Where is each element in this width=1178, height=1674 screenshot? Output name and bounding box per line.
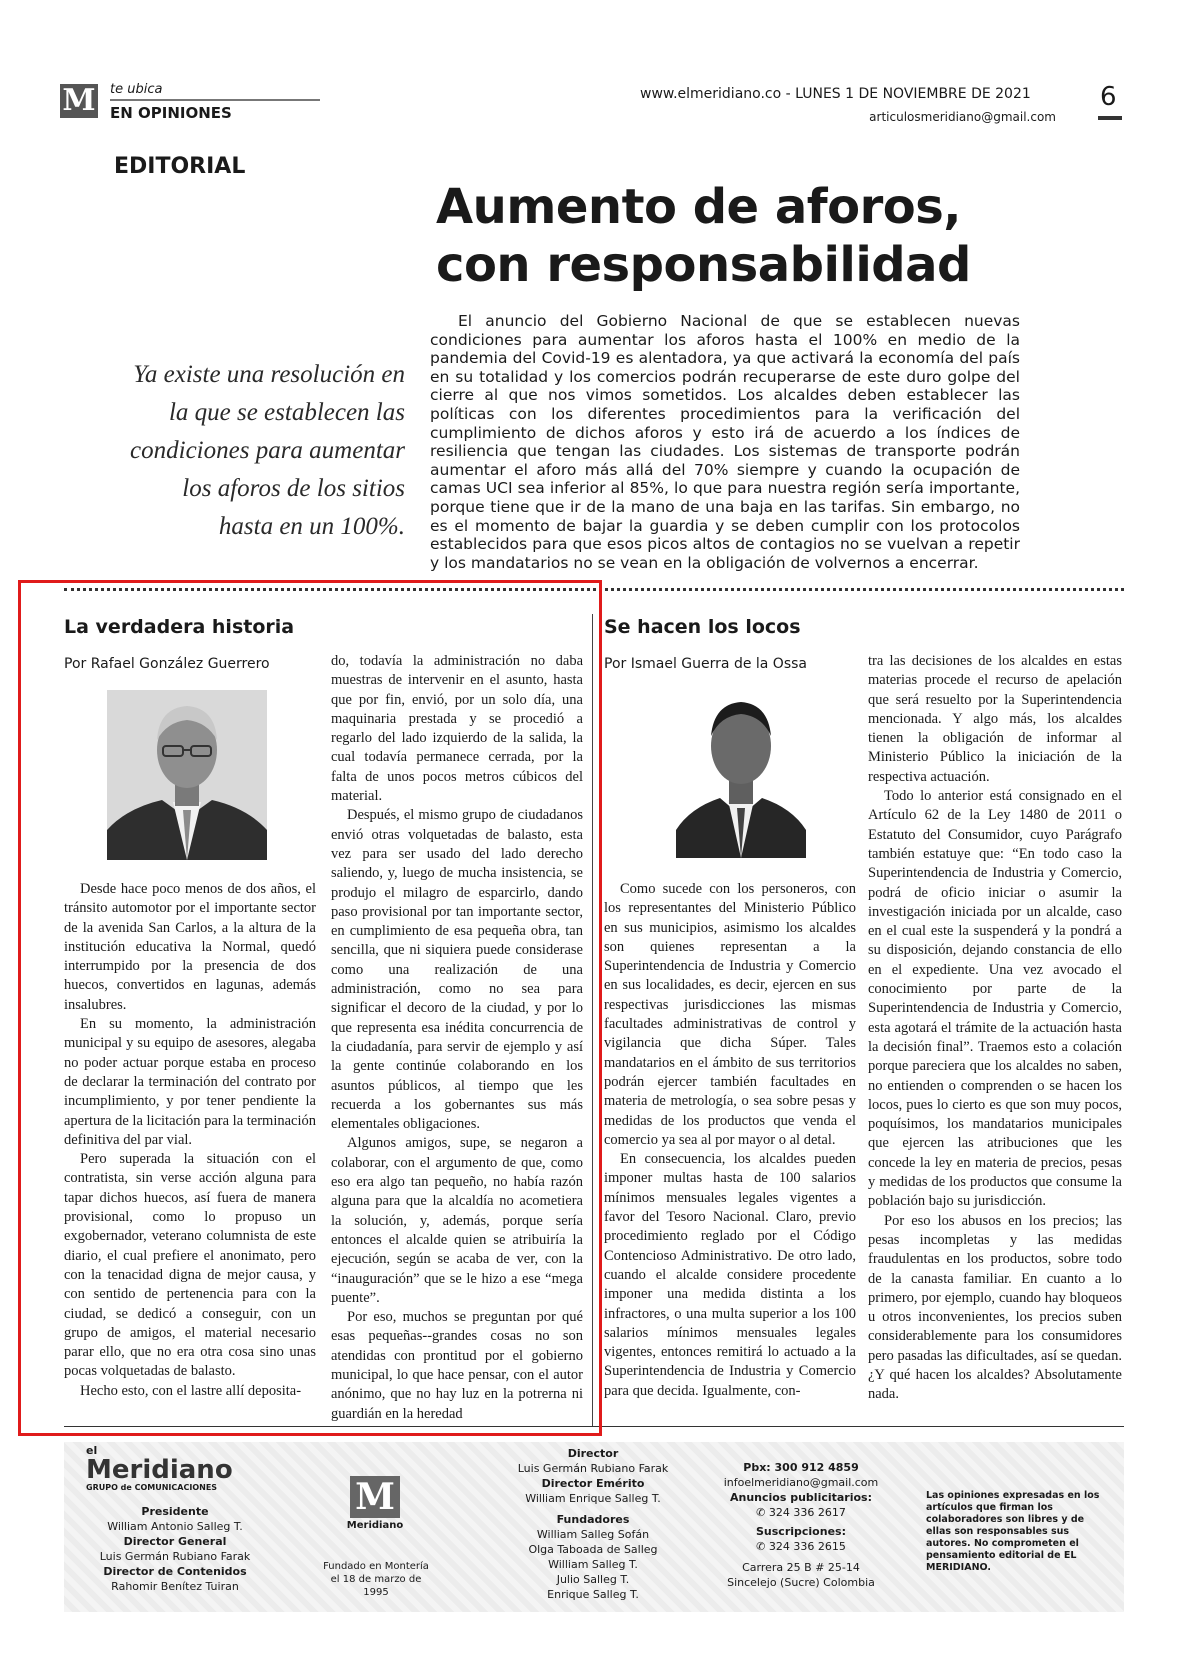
director-emerito-name: William Enrique Salleg T.: [525, 1492, 661, 1505]
article-column-2: [868, 652, 1122, 1405]
website-and-date: www.elmeridiano.co - LUNES 1 DE NOVIEMBRE DE 2021: [640, 86, 1031, 102]
anuncios-line: [716, 1505, 886, 1520]
brand-prefix: el: [86, 1444, 98, 1457]
fundador: William Salleg Sofán: [536, 1528, 650, 1541]
director-contenidos-label: Director de Contenidos: [103, 1565, 247, 1578]
article-paragraph: Pero superada la situación con el contratista, sin verse acción alguna para tapar dichos huecos, así fuera de manera provisional, como lo propuso un exgobernador, veterano columnista de este diario, el cual prefiere el anonimato, pero con la tenacidad digna de mejor causa, y con sentido de pertenencia para con la ciudad, se dedicó a conseguir, con un grupo de amigos, el material necesario parar ello, que no era otra cosa sino unas pocas volquetadas de balasto.: [64, 1151, 316, 1380]
meridiano-logo: M: [60, 84, 98, 118]
article-paragraph: Hecho esto, con el lastre allí deposita-: [80, 1382, 302, 1399]
article-title: Se hacen los locos: [604, 616, 801, 638]
article-paragraph: Como sucede con los personeros, con los representantes del Ministerio Público en sus municipios, asimismo los alcaldes son quienes representan a la Superintendencia de Industria y Comercio en sus localidades, es decir, ejercen en sus respectivas jurisdicciones las mismas facultades administrativas de control y vigilancia que dicha Súper. Tales mandatarios en el ámbito de sus territorios podrán ejercer también facultades en materia de metrología, o sea sobre pesas y medidas de los productos que venda el comercio ya sea al por mayor o al detal.: [604, 881, 856, 1148]
fundador: Olga Taboada de Salleg: [528, 1543, 658, 1556]
editorial-label: EDITORIAL: [114, 154, 246, 179]
page-number-rule: [1098, 116, 1122, 120]
editorial-body: [430, 312, 1020, 572]
anuncios-label: Anuncios publicitarios:: [729, 1491, 873, 1504]
info-email: infoelmeridiano@gmail.com: [723, 1476, 879, 1489]
header-rule: [110, 99, 320, 101]
editorial-paragraph: El anuncio del Gobierno Nacional de que se establecen nuevas condiciones para aumentar los aforos hasta el 100% en medio de la pandemia del Covid-19 es alentadora, ya que activará la economía del país en su totalidad y los comercios podrán recuperarse de este duro golpe del cierre al que nos vimos sometidos. Los alcaldes deben establecer las políticas con los diferentes procedimientos para la verificación del cumplimiento de dichos aforos y esto irá de acuerdo a los índices de resiliencia que tengan las ciudades. Los sistemas de transporte podrán aumentar el aforo más allá del 70% siempre y cuando la ocupación de camas UCI sea inferior al 85%, lo que para nuestra región sería importante, porque tiene que ir de la mano de una baja en las tarifas. Sin embargo, no es el momento de bajar la guardia y se deben cumplir con los protocolos establecidos para que esos picos altos de contagios no se vuelvan a repetir y los mandatarios no se vean en la obligación de volvernos a encerrar.: [430, 312, 1020, 572]
presidente-label: Presidente: [141, 1505, 209, 1518]
article-paragraph: Por eso los abusos en los precios; las pesas incompletas y las medidas fraudulentas en los productos, sobre todo de la canasta familiar. En cuanto a lo primero, por ejemplo, cuando hay bloqueos u otros inconvenientes, los precios suben considerablemente para los consumidores pero pasadas las dificultades, así se quedan. ¿Y qué hacen los alcaldes? Absolutamente nada.: [868, 1212, 1122, 1403]
article-paragraph: Por eso, muchos se preguntan por qué esas pequeñas--grandes cosas no son atendidas con prontitud por el gobierno municipal, lo que hace pensar, con el autor anónimo, que no hay luz en la potrerna ni guardián en la heredad: [331, 1309, 583, 1422]
editorial-headline: [436, 178, 1056, 294]
emblem-name: Meridiano: [346, 1520, 404, 1531]
director-label: Director: [567, 1447, 619, 1460]
tagline: te ubica: [110, 82, 163, 97]
suscripciones-line: [716, 1539, 886, 1554]
phone-icon: ✆: [756, 1506, 769, 1519]
director-name: Luis Germán Rubiano Farak: [517, 1462, 669, 1475]
address-line-2: Sincelejo (Sucre) Colombia: [727, 1576, 875, 1589]
suscripciones-phone: 324 336 2615: [768, 1540, 846, 1553]
anuncios-phone: 324 336 2617: [768, 1506, 846, 1519]
footer-contact: [716, 1460, 886, 1590]
highlight-box: [18, 580, 602, 1436]
director-emerito-label: Director Emérito: [541, 1477, 645, 1490]
headline-line-2: con responsabilidad: [436, 237, 971, 293]
presidente-name: William Antonio Salleg T.: [107, 1520, 243, 1533]
fundador: Julio Salleg T.: [556, 1573, 630, 1586]
phone-icon: ✆: [756, 1540, 769, 1553]
article-byline: Por Ismael Guerra de la Ossa: [604, 656, 807, 672]
address-line-1: Carrera 25 B # 25-14: [742, 1561, 860, 1574]
contact-email: articulosmeridiano@gmail.com: [869, 110, 1056, 124]
director-general-name: Luis Germán Rubiano Farak: [99, 1550, 251, 1563]
section-name: EN OPINIONES: [110, 104, 232, 122]
article-title: La verdadera historia: [64, 616, 295, 638]
article-column-1: [604, 880, 856, 1401]
article-byline: Por Rafael González Guerrero: [64, 656, 270, 672]
footer-directory: [80, 1504, 270, 1594]
pbx: Pbx: 300 912 4859: [743, 1461, 859, 1474]
article-paragraph: do, todavía la administración no daba muestras de intervenir en el asunto, hasta que por fin, envió, por un solo día, una maquinaria prestada y se procedió a regarlo del lado izquierdo de la salida, la cual todavía permanece cerrada, por la falta de unos pocos metros cúbicos del material.: [331, 653, 583, 805]
suscripciones-label: Suscripciones:: [756, 1525, 846, 1538]
meridiano-emblem: M: [350, 1476, 400, 1518]
article-paragraph: En su momento, la administración municipal y su equipo de asesores, alegaba no poder actuar porque estaba en proceso de declarar la terminación del contrato por incumplimiento, y por tener pendiente la apertura de la licitación para la terminación definitiva del par vial.: [64, 1016, 317, 1148]
disclaimer: Las opiniones expresadas en los artículos que firman los colaboradores son libres y de ellas son responsables sus autores. No comprometen el pensamiento editorial de EL MERIDIANO.: [926, 1490, 1100, 1573]
pull-quote: Ya existe una resolución en la que se establecen las condiciones para aumentar los aforos de los sitios hasta en un 100%.: [130, 361, 405, 540]
footer-staff: [508, 1446, 678, 1602]
portrait-image: [676, 690, 806, 858]
director-contenidos-name: Rahomir Benítez Tuiran: [111, 1580, 239, 1593]
article-paragraph: En consecuencia, los alcaldes pueden imponer multas hasta de 100 salarios mínimos mensuales legales vigentes a favor del Tesoro Nacional. Claro, previo procedimiento reglado por el Código Contencioso Administrativo. De otro lado, cuando el alcalde considere procedente imponer una medida distinta a los infractores, o una multa superior a los 100 salarios mínimos mensuales legales vigentes, entonces remitirá lo actuado a la Superintendencia de Industria y Comercio para que decida. Igualmente, con-: [604, 1151, 856, 1399]
headline-line-1: Aumento de aforos,: [436, 179, 962, 235]
article-paragraph: Algunos amigos, supe, se negaron a colaborar, con el argumento de que, como eso era algo tan pequeño, no había razón alguna para que la alcaldía no acometiera la solución, y, además, porque sería entonces el alcalde quien se atribuiría la ejecución, según se acaba de ver, con la “inauguración” que se le hizo a ese “mega puente”.: [331, 1135, 583, 1306]
article-paragraph: tra las decisiones de los alcaldes en estas materias procede el recurso de apelación que será resuelto por la Superintendencia mencionada. Y algo más, los alcaldes tienen la obligación de informar al Ministerio Público la iniciación de la respectiva actuación.: [868, 653, 1122, 785]
fundador: Enrique Salleg T.: [547, 1588, 639, 1601]
brand-subtitle: GRUPO de COMUNICACIONES: [86, 1483, 218, 1492]
footer-brand: [86, 1444, 246, 1492]
fundadores-label: Fundadores: [556, 1513, 630, 1526]
fundador: William Salleg T.: [548, 1558, 638, 1571]
article-paragraph: Desde hace poco menos de dos años, el tránsito automotor por el importante sector de la avenida San Carlos, a la altura de la institución educativa la Normal, quedó interrumpido por la presencia de dos huecos, convertidos en lagunas, además insalubres.: [64, 881, 316, 1013]
article-paragraph: Después, el mismo grupo de ciudadanos envió otras volquetadas de balasto, esta vez para ser usado del lado derecho saliendo, y, luego de mucha insistencia, se produjo el milagro de esparcirlo, dando paso provisional por tan importante sector, en cumplimiento de esa pequeña obra, tan sencilla, que ni siquiera puede considerase como una realización de una administración, como no sea para significar el decoro de la ciudad, y por lo que representa esa inédita concurrencia de la ciudadanía, para servir de ejemplo y así la gente continúe colaborando en los asuntos públicos, al tiempo que les recuerda a los gobernantes sus más elementales obligaciones.: [331, 807, 583, 1133]
founded-note: Fundado en Montería el 18 de marzo de 1995: [323, 1561, 429, 1598]
author-photo: [676, 690, 806, 858]
director-general-label: Director General: [123, 1535, 227, 1548]
brand-name: Meridiano: [86, 1455, 233, 1485]
masthead-footer: [64, 1442, 1124, 1612]
page-number: 6: [1100, 82, 1117, 112]
article-paragraph: Todo lo anterior está consignado en el Artículo 62 de la Ley 1480 de 2011 o Estatuto del Consumidor, cuyo Parágrafo también estatuye que: “En todo caso la Superintendencia de Industria y Comercio, podrá de oficio iniciar o asumir la investigación iniciada por un alcalde, caso en el cual este la suspenderá y la pondrá a su disposición, dejando constancia de ello en el expediente. Una vez avocado el conocimiento por parte de la Superintendencia de Industria y Comercio, esta agotará el trámite de la actuación hasta la decisión final”. Traemos esto a colación porque pareciera que los alcaldes no saben, no entienden o comprenden o se hacen los locos, pues lo cierto es que son muy pocos, poquísimos, los mandatarios municipales que ejercen las atribuciones que les concede la ley en materia de precios, pesas y medidas de los productos que consume la población bajo su jurisdicción.: [868, 788, 1122, 1210]
